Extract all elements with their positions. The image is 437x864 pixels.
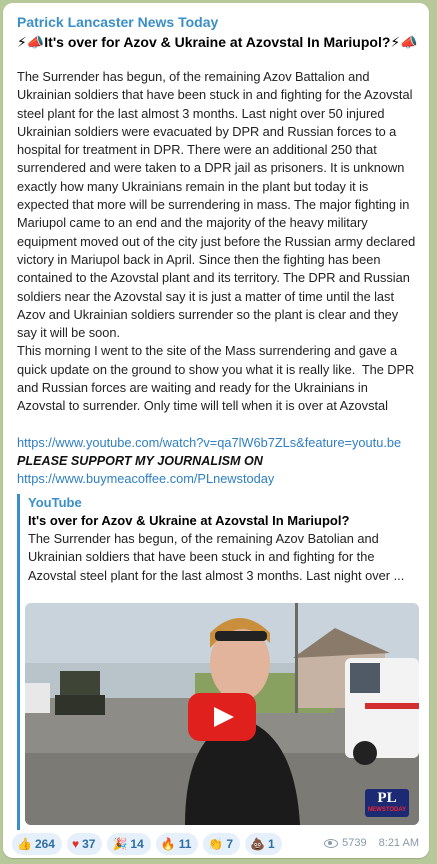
reaction-count: 7 (226, 837, 234, 851)
logo-text: PL (377, 790, 397, 806)
clap-icon: 👏 (208, 837, 224, 851)
eye-icon (324, 839, 338, 848)
thumbs-up-icon: 👍 (17, 837, 32, 851)
post-title (17, 32, 417, 52)
timestamp: 8:21 AM (378, 837, 419, 849)
post-body: The Surrender has begun, of the remaining Azov Battalion and Ukrainian soldiers that have been stuck in and fighting for the Azovstal steel plant for the last almost 3 months. Last night over 50 injured Ukrainian soldiers were evacuated by DPR and Russian forces to a hospital for treatment in DPR. There were an additional 250 that surrendered and were taken to a DPR jail as prisoners. It is unknown exactly how many Ukrainians remain in the plant but today it is expected that more will be surrendering in mass. The major fighting in Mariupol came to an end and the majority of the heavy military equipment moved out of the city just before the Russian army declared victory in Mariupol back in April. Since then the fighting has been contained to the Azovstal plant and its territory. The DPR and Russian soldiers near the Azovstal say it is just a matter of time until the last Azov and Ukrainian soldiers surrender so the plant is clear and they say it will be soon. This morning I went to the site of the Mass surrendering and gave a quick update on the ground to show you what it is really like. The DPR and Russian forces are waiting and ready for the Ukrainians in Azovstal to surrender. Only time will tell when it is over at Azovstal (17, 69, 416, 414)
support-text: PLEASE SUPPORT MY JOURNALISM ON (17, 453, 263, 468)
reaction-count: 11 (178, 837, 192, 851)
support-link[interactable]: https://www.buymeacoffee.com/PLnewstoday (17, 470, 275, 486)
pl-news-logo (365, 789, 409, 817)
poop-icon: 💩 (250, 837, 266, 851)
reaction-fire[interactable] (156, 833, 199, 855)
logo-subtext: NEWSTODAY (367, 807, 407, 813)
reaction-heart[interactable] (67, 833, 102, 855)
party-popper-icon: 🎉 (112, 837, 128, 851)
video-thumbnail[interactable] (25, 603, 419, 825)
video-link[interactable]: https://www.youtube.com/watch?v=qa7lW6b7ZLs&feature=youtu.be (17, 434, 402, 450)
preview-description: The Surrender has begun, of the remaining Azov Batolian and Ukrainian soldiers that have been stuck in and fighting for the Azovstal steel plant for the last almost 3 months. Last night over ... (28, 531, 405, 583)
reaction-thumbs-up[interactable] (12, 833, 62, 855)
channel-name[interactable]: Patrick Lancaster News Today (17, 14, 219, 30)
fire-icon: 🔥 (160, 837, 176, 851)
preview-title: It's over for Azov & Ukraine at Azovstal In Mariupol? (28, 513, 350, 529)
preview-site-name: YouTube (28, 495, 82, 511)
reaction-clap[interactable] (203, 833, 240, 855)
lightning-megaphone-icon: ⚡📣 (17, 34, 45, 50)
reactions-bar (12, 833, 282, 855)
reaction-count: 264 (34, 837, 55, 851)
reaction-party[interactable] (107, 833, 150, 855)
reaction-count: 1 (268, 837, 275, 851)
message-meta (324, 837, 419, 849)
reaction-count: 14 (130, 837, 144, 851)
heart-icon: ♥ (71, 837, 80, 851)
reaction-poop[interactable] (245, 833, 282, 855)
reaction-count: 37 (82, 837, 96, 851)
lightning-megaphone-icon: ⚡📣 (390, 34, 418, 50)
view-count: 5739 (342, 837, 367, 849)
post-title-text: It's over for Azov & Ukraine at Azovstal In Mariupol? (44, 34, 391, 50)
play-button[interactable] (188, 693, 256, 741)
